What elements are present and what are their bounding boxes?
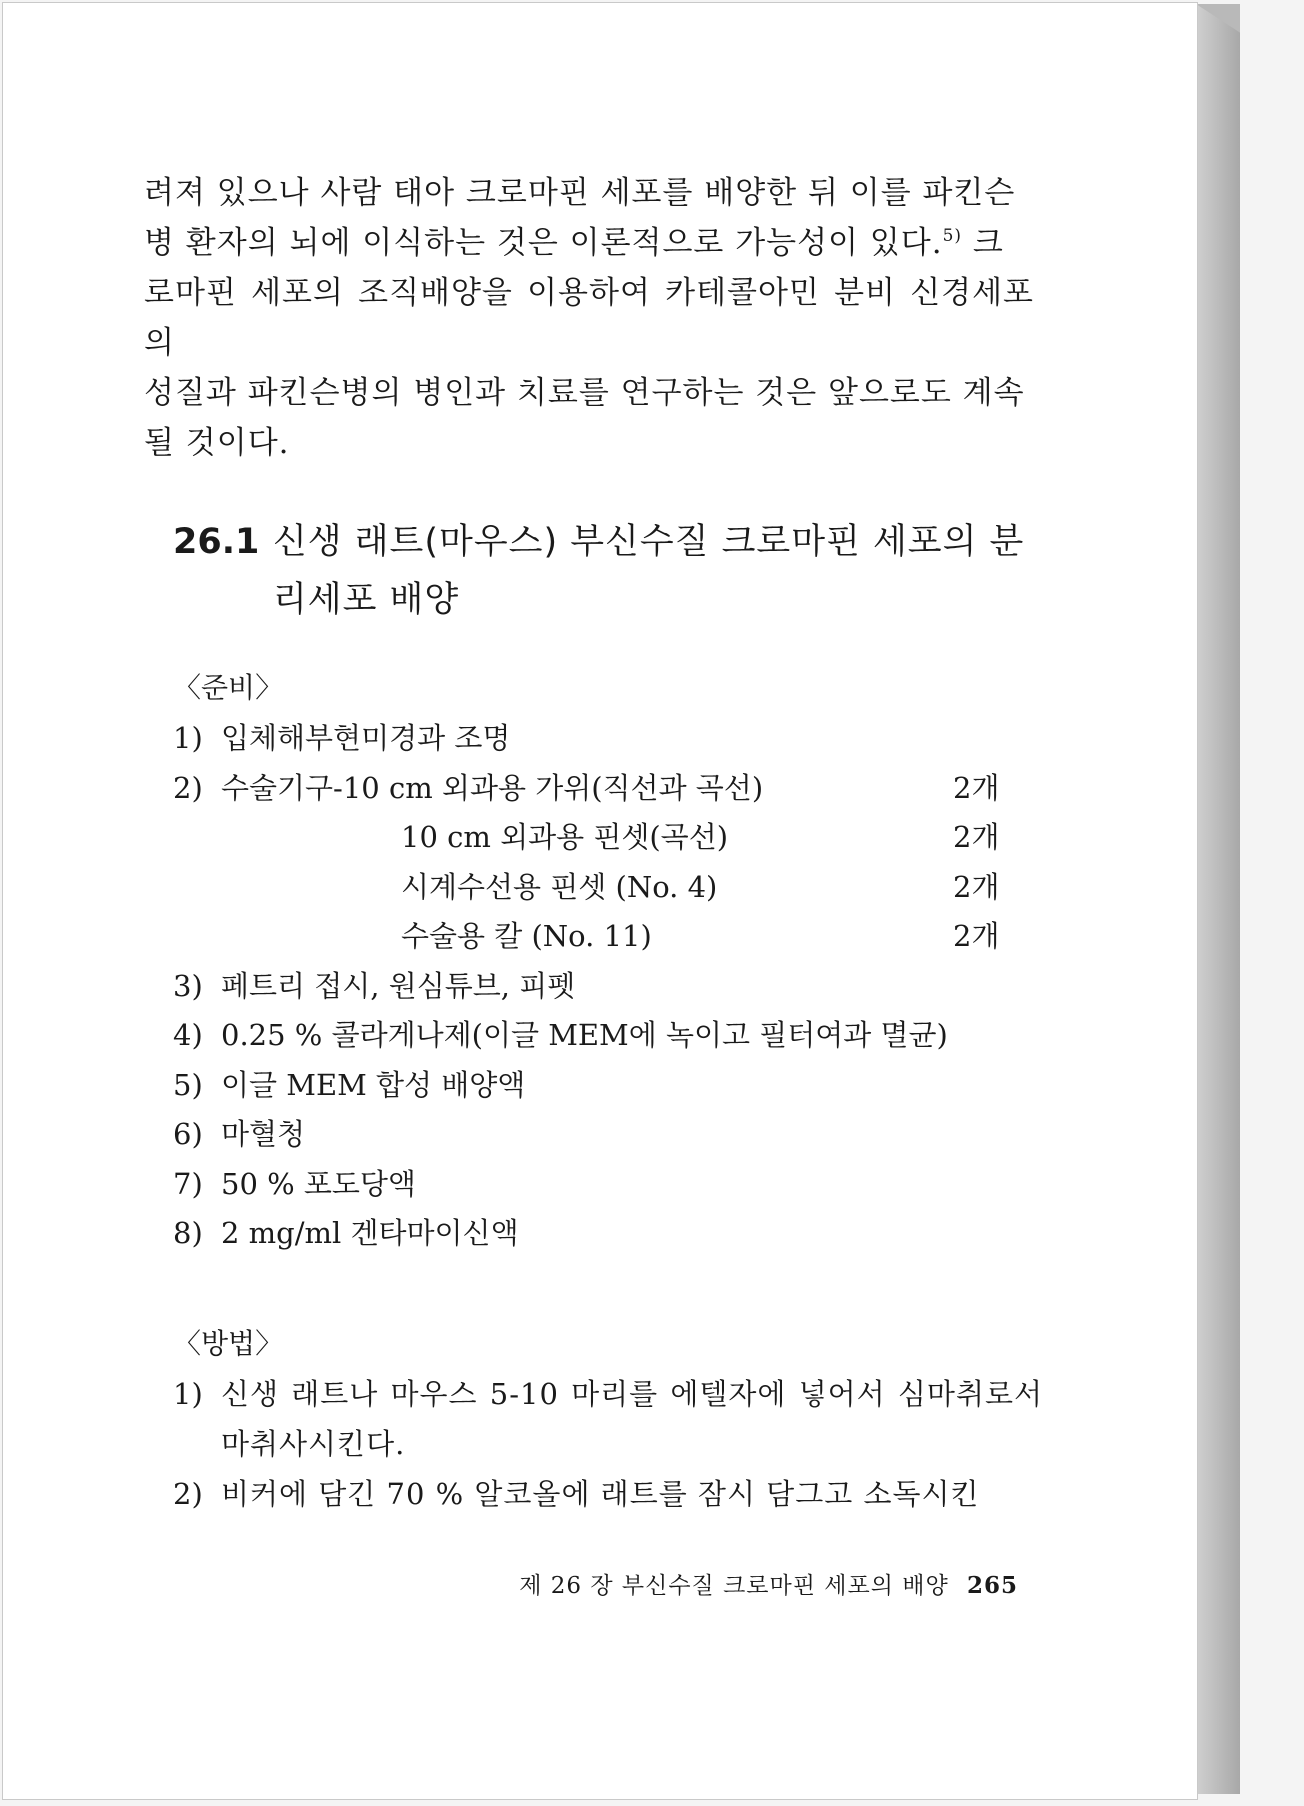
section-heading: [173, 513, 1043, 629]
item-text: 입체해부현미경과 조명: [221, 721, 511, 755]
list-item: [173, 962, 1043, 1012]
item-text: 이글 MEM 합성 배양액: [221, 1067, 526, 1102]
item-number: 7): [173, 1166, 203, 1201]
list-item: [173, 1160, 1043, 1210]
section-title: 신생 래트(마우스) 부신수질 크로마핀 세포의 분리세포 배양: [273, 522, 1025, 620]
preparation-list: [173, 714, 1043, 1259]
chapter-title: 제 26 장 부신수질 크로마핀 세포의 배양: [519, 1573, 949, 1599]
intro-line: 로마핀 세포의 조직배양을 이용하여 카테콜아민 분비 신경세포의: [144, 275, 1034, 361]
list-item: [173, 714, 1043, 764]
list-item: [173, 764, 1043, 814]
tool-row: [221, 863, 1043, 913]
list-item: [173, 1469, 1043, 1519]
method-heading: 〈방법〉: [173, 1327, 284, 1360]
book-page: [2, 2, 1198, 1800]
item-text: 페트리 접시, 원심튜브, 피펫: [221, 968, 576, 1003]
list-item: [173, 912, 1043, 962]
page-edge-fold: [1196, 4, 1240, 1794]
list-item: [173, 1369, 1043, 1469]
method-list: [173, 1369, 1043, 1519]
list-item: [173, 813, 1043, 863]
item-text: 50 % 포도당액: [221, 1166, 416, 1201]
intro-paragraph: [144, 168, 1034, 468]
section-number: 26.1: [173, 522, 260, 562]
item-number: 1): [173, 721, 203, 755]
tool-name: 수술기구-10 cm 외과용 가위(직선과 곡선): [221, 770, 764, 805]
intro-line: 될 것이다.: [144, 425, 290, 461]
list-item: [173, 1209, 1043, 1259]
item-number: 3): [173, 968, 203, 1003]
step-text: 신생 래트나 마우스 5-10 마리를 에텔자에 넣어서 심마취로서 마취사시킨다.: [221, 1377, 1043, 1461]
tool-row: [221, 764, 1043, 814]
list-item: [173, 863, 1043, 913]
page-number: 265: [966, 1572, 1018, 1599]
tool-quantity: 2개: [953, 820, 1000, 854]
step-number: 2): [173, 1477, 203, 1511]
step-number: 1): [173, 1377, 203, 1411]
intro-line: 려져 있으나 사람 태아 크로마핀 세포를 배양한 뒤 이를 파킨슨: [144, 175, 1016, 211]
running-footer: [463, 1568, 1018, 1604]
list-item: [173, 1011, 1043, 1061]
item-number: 8): [173, 1216, 203, 1250]
tool-row: [221, 912, 1043, 962]
tool-quantity: 2개: [953, 770, 1000, 805]
item-number: 5): [173, 1067, 203, 1102]
intro-line: 병 환자의 뇌에 이식하는 것은 이론적으로 가능성이 있다.$^{5)}$ 크: [144, 225, 1004, 261]
list-item: [173, 1061, 1043, 1111]
item-number: 4): [173, 1018, 203, 1052]
item-text: 마혈청: [221, 1117, 306, 1151]
item-number: 2): [173, 770, 203, 805]
list-item: [173, 1110, 1043, 1160]
step-text: 비커에 담긴 70 % 알코올에 래트를 잠시 담그고 소독시킨: [221, 1477, 980, 1511]
reference-marker: 5): [942, 226, 963, 246]
tool-name: 시계수선용 핀셋 (No. 4): [401, 869, 718, 904]
item-text: 0.25 % 콜라게나제(이글 MEM에 녹이고 필터여과 멸균): [221, 1018, 948, 1052]
tool-name: 수술용 칼 (No. 11): [401, 919, 652, 953]
tool-quantity: 2개: [953, 869, 1000, 904]
intro-line: 성질과 파킨슨병의 병인과 치료를 연구하는 것은 앞으로도 계속: [144, 375, 1025, 411]
item-text: 2 mg/ml 겐타마이신액: [221, 1216, 519, 1250]
tool-quantity: 2개: [953, 919, 1000, 953]
tool-row: [221, 813, 1043, 863]
tool-name: 10 cm 외과용 핀셋(곡선): [401, 820, 729, 854]
preparation-heading: 〈준비〉: [173, 671, 284, 704]
item-number: 6): [173, 1117, 203, 1151]
